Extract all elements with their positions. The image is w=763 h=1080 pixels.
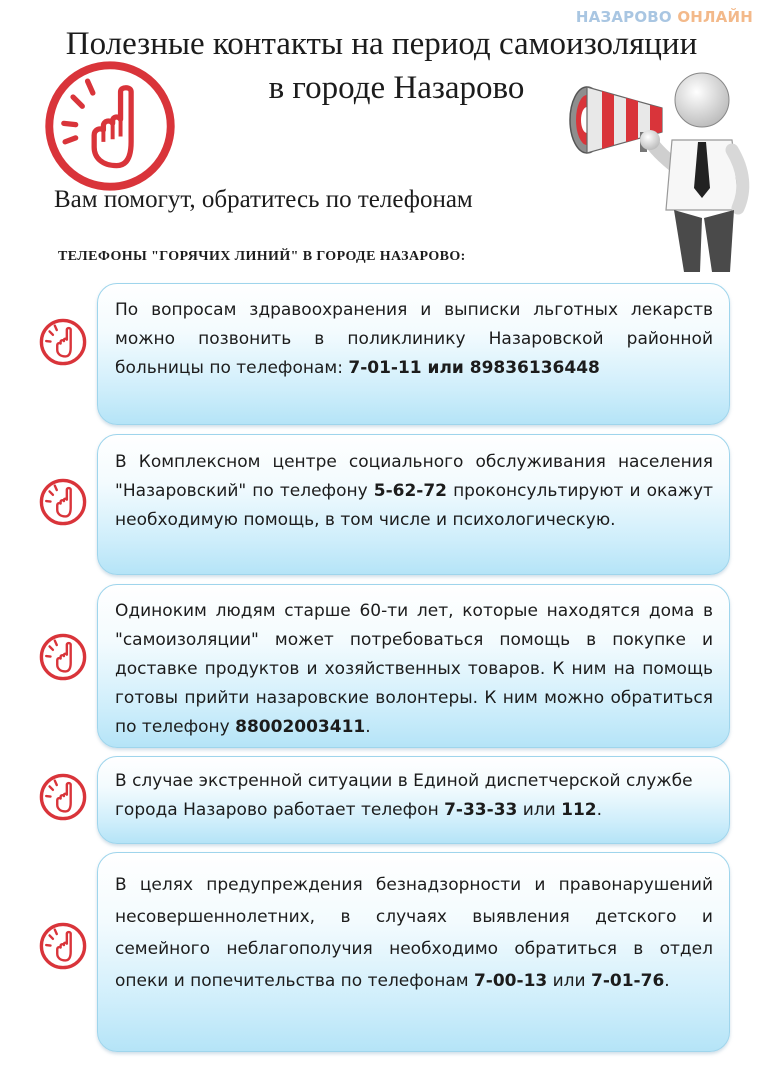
contact-phone: 7-01-76 — [591, 971, 665, 991]
contact-card-healthcare — [97, 283, 730, 425]
raised-finger-hand-icon — [39, 773, 87, 821]
title-line2: в городе Назарово — [268, 70, 525, 106]
watermark-part2: ОНЛАЙН — [677, 8, 753, 26]
contact-description: . — [596, 800, 603, 820]
contact-card-emergency — [97, 756, 730, 844]
contact-description: В случае экстренной ситуации в Единой диспетчерской службе города Назарово работает телефон — [115, 771, 693, 820]
raised-finger-hand-icon — [39, 633, 87, 681]
contact-card-guardianship — [97, 852, 730, 1052]
watermark-part1: НАЗАРОВО — [575, 8, 672, 26]
contact-text — [115, 767, 713, 825]
contact-description: или — [517, 800, 562, 820]
contact-card-volunteers — [97, 584, 730, 748]
raised-finger-hand-icon — [44, 60, 176, 192]
raised-finger-hand-icon — [39, 478, 87, 526]
contact-description: . — [365, 717, 371, 737]
hotlines-heading: ТЕЛЕФОНЫ "ГОРЯЧИХ ЛИНИЙ" В ГОРОДЕ НАЗАРОВО: — [58, 249, 466, 264]
contact-phone: 5-62-72 — [373, 481, 447, 501]
contact-description: . — [664, 971, 670, 991]
contact-text — [115, 869, 713, 997]
megaphone-man-icon — [562, 60, 757, 275]
contact-phone: 7-00-13 — [473, 971, 548, 991]
title-line1: Полезные контакты на период самоизоляции — [65, 26, 698, 62]
contact-phone: 112 — [561, 800, 597, 820]
contact-description: По вопросам здравоохранения и выписки льготных лекарств можно позвонить в поликлинику Назаровской районной больницы по телефонам: — [115, 300, 713, 378]
contact-phone: 88002003411 — [235, 717, 366, 737]
contact-description: В целях предупреждения безнадзорности и правонарушений несовершеннолетних, в случаях выявления детского и семейного неблагополучия необходимо обратиться в отдел опеки и попечительства по телефонам — [115, 875, 713, 991]
raised-finger-hand-icon — [39, 318, 87, 366]
contact-description: или — [547, 971, 592, 991]
contact-text — [115, 296, 713, 383]
contact-text — [115, 597, 713, 742]
contact-description: Одиноким людям старше 60-ти лет, которые находятся дома в "самоизоляции" может потребоваться помощь в покупке и доставке продуктов и хозяйственных товаров. К ним на помощь готовы прийти назаровские волонтеры. К ним можно обратиться по телефону — [115, 601, 713, 737]
contact-description: проконсультируют и окажут необходимую помощь, в том числе и психологическую. — [115, 481, 713, 530]
contact-description: В Комплексном центре социального обслуживания населения "Назаровский" по телефону — [115, 452, 713, 501]
contact-phone: 7-33-33 — [444, 800, 518, 820]
subtitle: Вам помогут, обратитесь по телефонам — [54, 186, 473, 213]
raised-finger-hand-icon — [39, 922, 87, 970]
contact-text — [115, 448, 713, 535]
contact-card-social-center — [97, 434, 730, 575]
contact-phone: 7-01-11 или 89836136448 — [348, 358, 600, 378]
